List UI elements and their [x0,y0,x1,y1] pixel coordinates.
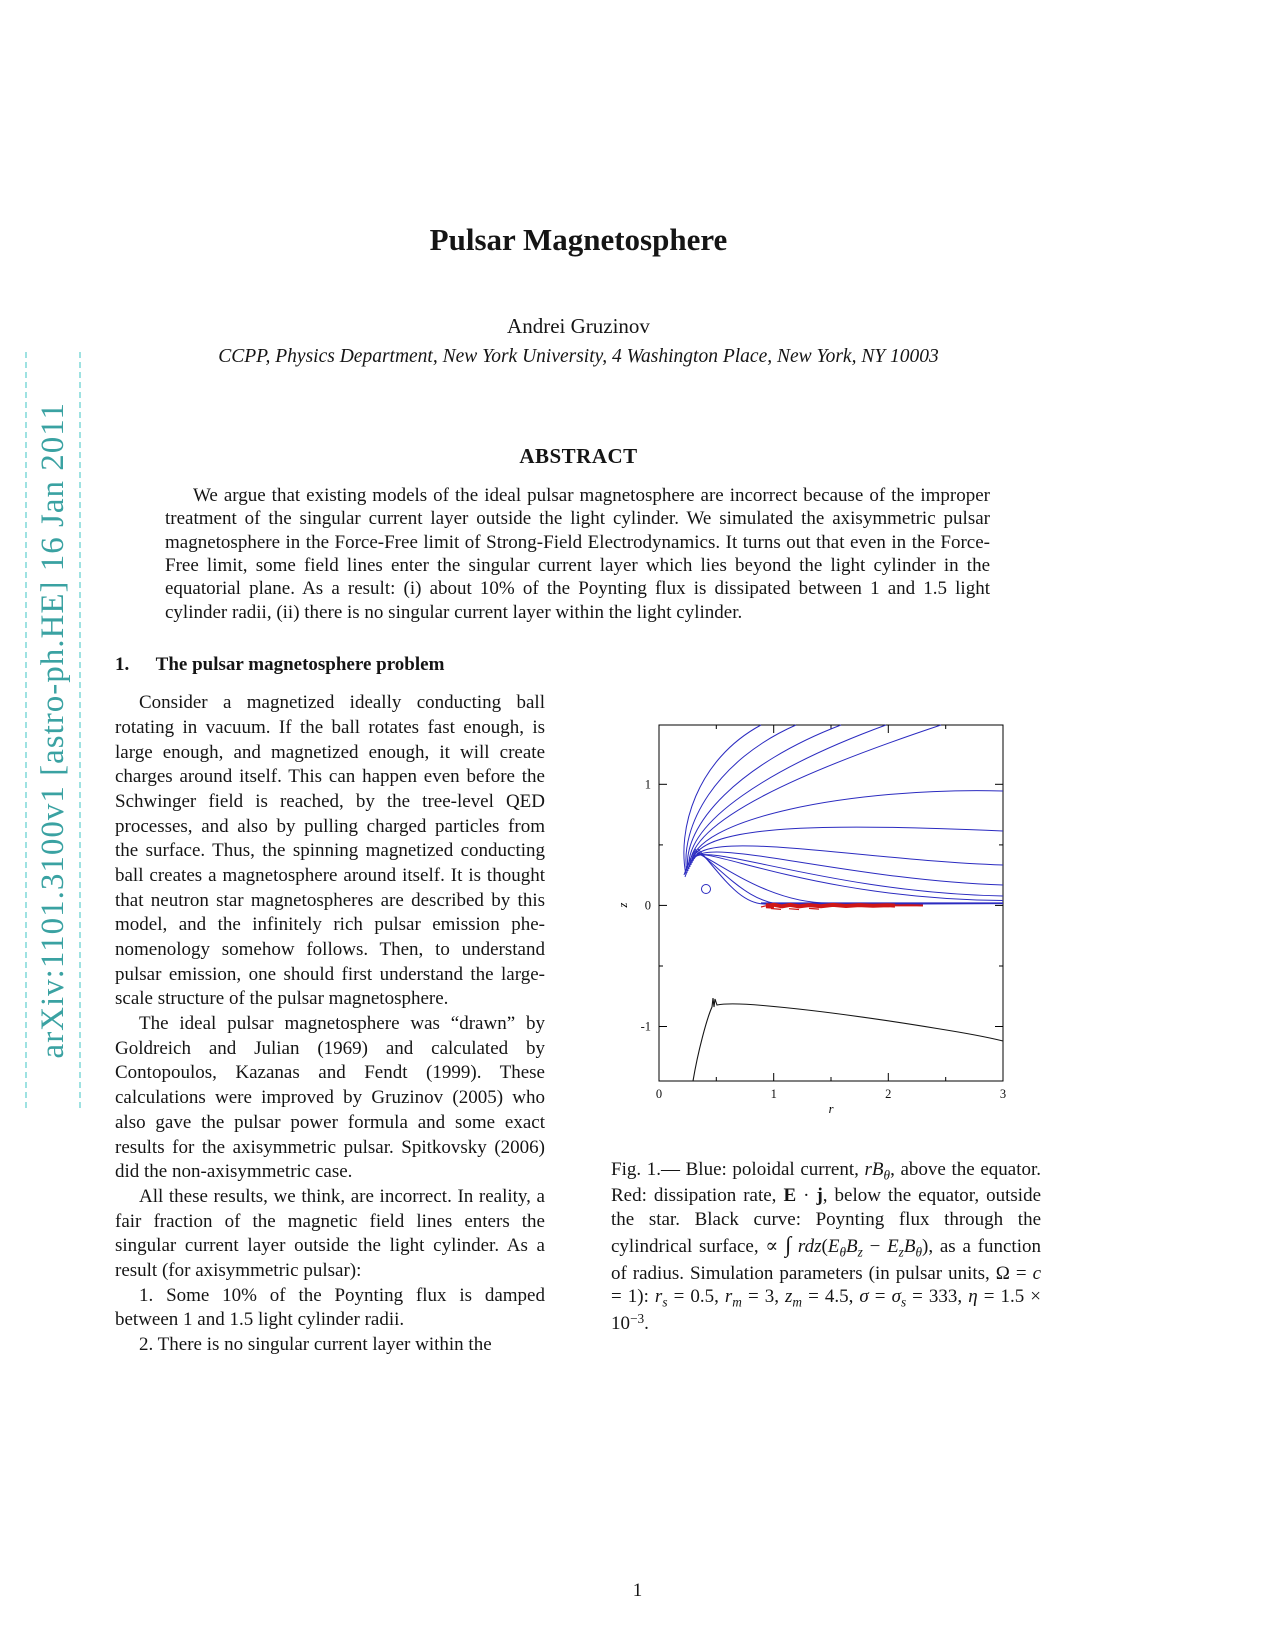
paragraph: The ideal pulsar magnetosphere was “drawn” by Goldreich and Julian (1969) and calculated by Contopoulos, Kazanas and Fendt (1999). These calculations were improved by Gruzinov (2005) who also gave the pulsar power formula and some exact results for the axisymmetric pulsar. Spitkovsky (2006) did the non-axisymmetric case. [115,1013,545,1183]
caption-segment: B [846,1236,858,1258]
ytick-label: 1 [644,777,651,792]
left-column [115,691,545,1358]
caption-segment: z [785,1286,793,1308]
caption-segment: z [898,1245,904,1261]
caption-segment: θ [839,1245,846,1261]
figure-1 [611,715,1041,1120]
poynting-flux-curve [693,998,1003,1081]
caption-segment: = 0.5, [667,1286,725,1308]
author-name: Andrei Gruzinov [507,314,650,338]
caption-segment: ( [821,1236,828,1258]
section-title: The pulsar magnetosphere problem [155,654,445,676]
figure-1-plot [611,715,1015,1115]
caption-segment: B [903,1236,916,1258]
document-body [115,0,1042,1358]
caption-segment: rB [864,1159,884,1181]
abstract-heading: ABSTRACT [519,444,638,468]
section-1-heading [115,654,1042,676]
caption-segment: E [827,1236,840,1258]
caption-segment: E [887,1236,899,1258]
xtick-label: 0 [655,1087,663,1102]
xtick-label: 2 [885,1087,892,1102]
caption-segment: , below the equator, outside the star. Black curve: Poynting flux through the cylindrical surface, ∝ [611,1185,1042,1258]
caption-segment: E [783,1185,797,1207]
caption-segment: = 3, [741,1286,785,1308]
caption-segment: σ [891,1286,901,1308]
right-column [611,691,1041,1358]
caption-segment: · [796,1185,817,1207]
caption-segment: Fig. 1.— Blue: poloidal current, [611,1159,865,1181]
paragraph: 2. There is no singular current layer within the [139,1334,492,1356]
caption-segment: r [724,1286,733,1308]
plot-tick-labels [641,777,1007,1101]
caption-segment: , above the equator. Red: dissipation rate, [611,1159,1041,1207]
caption-segment: m [732,1294,742,1310]
caption-segment: σ [859,1286,869,1308]
xtick-label: 1 [770,1087,777,1102]
caption-segment: c [1032,1262,1041,1284]
caption-segment: − [862,1236,888,1258]
page-number: 1 [632,1580,643,1601]
paragraph: All these results, we think, are incorrect. In reality, a fair fraction of the magnetic field lines enters the singular current layer outside the light cylinder. As a result (for axisymmetric pulsar): [115,1185,545,1281]
caption-segment: = 333, [906,1286,969,1308]
dissipation-red [761,905,923,910]
caption-segment: rdz [791,1236,822,1258]
caption-segment: ), as a function of radius. Simulation parameters (in pulsar units, Ω = [611,1236,1041,1284]
two-column-area [115,691,1042,1358]
caption-segment: . [644,1313,649,1335]
caption-segment: s [662,1294,668,1310]
caption-segment: = [868,1286,892,1308]
section-number: 1. [115,654,130,676]
arxiv-watermark-text: arXiv:1101.3100v1 [astro-ph.HE] 16 Jan 2011 [34,401,71,1059]
abstract-text: We argue that existing models of the ideal pulsar magnetosphere are incorrect because of the improper treatment of the singular current layer outside the light cylinder. We simulated the axisymmetric pulsar magnetosphere in the Force-Free limit of Strong-Field Electrodynamics. It turns out that even in the Force-Free limit, some field lines enter the singular current layer which lies beyond the light cylinder in the equatorial plane. As a result: (i) about 10% of the Poynting flux is dissipated between 1 and 1.5 light cylinder radii, (ii) there is no singular current layer within the light cylinder. [165,485,990,623]
caption-segment: j [816,1185,823,1207]
field-lines-blue [684,725,1003,905]
plot-ylabel: z [616,902,630,908]
caption-segment: = 1): [611,1286,655,1308]
caption-segment: −3 [630,1311,645,1327]
caption-segment: z [857,1245,863,1261]
paragraph: 1. Some 10% of the Poynting flux is damped between 1 and 1.5 light cylinder radii. [115,1284,545,1331]
caption-segment: θ [883,1167,891,1183]
caption-segment: r [654,1286,663,1308]
figure-caption [611,1158,1041,1336]
caption-segment: = 1.5 × 10 [611,1286,1041,1335]
author-affiliation: CCPP, Physics Department, New York University, 4 Washington Place, New York, NY 10003 [218,346,939,367]
plot-xlabel: r [828,1102,834,1116]
arxiv-watermark [25,352,81,1108]
xtick-label: 3 [999,1087,1007,1102]
caption-segment: s [900,1294,907,1310]
paragraph: Consider a magnetized ideally conducting ball rotating in vacuum. If the ball rotates fast enough, is large enough, and magnetized enough, it will create charges around itself. This can happen even before the Schwinger field is reached, by the tree-level QED processes, and also by pulling charged particles from the surface. Thus, the spinning magnetized conducting ball creates a magnetosphere around itself. It is thought that neutron star magnetospheres are described by this model, and the infinitely rich pulsar emission phenomenology somehow follows. Then, to understand pulsar emission, one should first understand the large-scale structure of the pulsar magnetosphere. [115,692,545,1010]
caption-segment: = 4.5, [802,1286,860,1308]
caption-segment: m [792,1294,803,1310]
ytick-label: 0 [644,898,651,913]
paper-title: Pulsar Magnetosphere [429,222,728,257]
caption-segment: η [968,1286,978,1308]
ytick-label: -1 [640,1019,651,1034]
caption-segment: ∫ [785,1232,792,1258]
caption-segment: θ [915,1245,923,1261]
